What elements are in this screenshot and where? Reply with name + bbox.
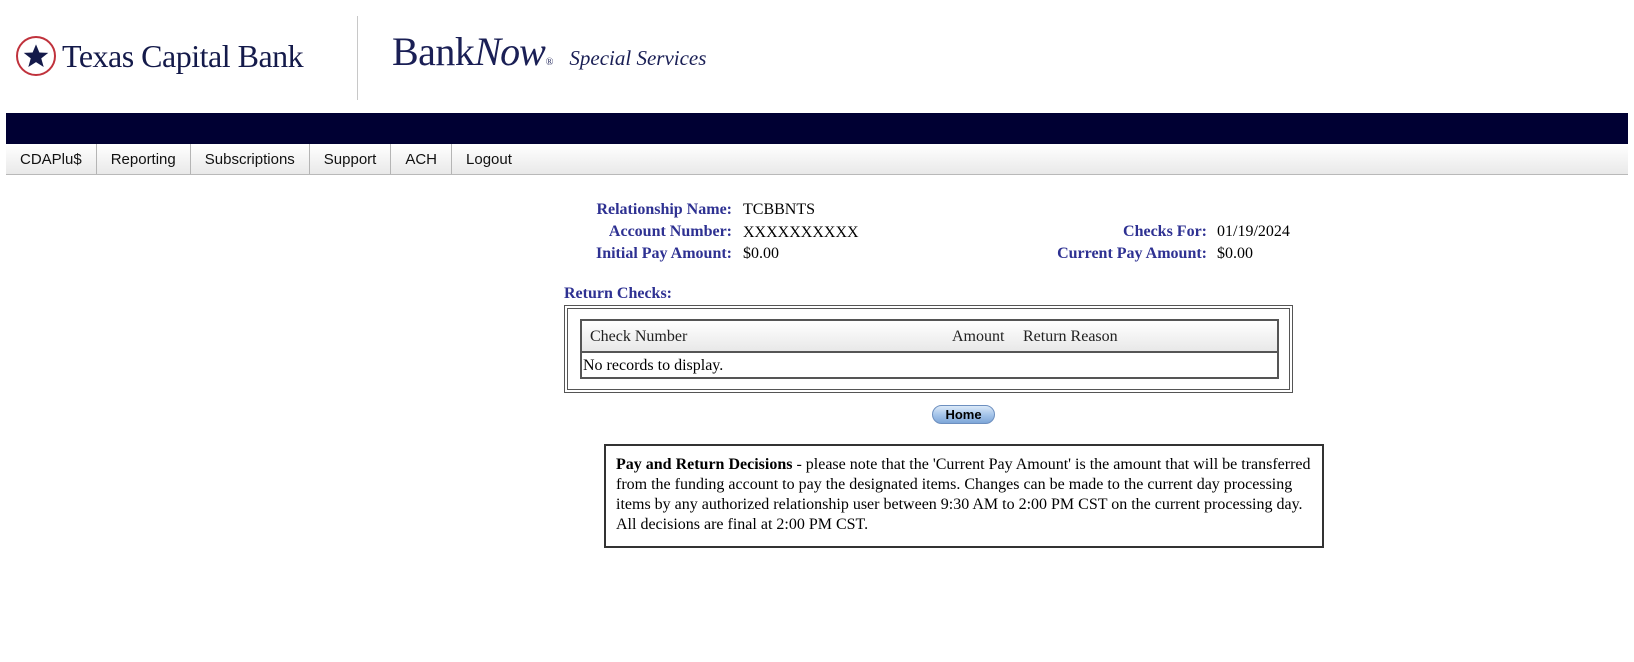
current-pay-amount-label: Current Pay Amount: xyxy=(1057,245,1207,262)
header-divider xyxy=(357,16,358,100)
grid-header xyxy=(582,321,1277,353)
column-header-return-reason[interactable]: Return Reason xyxy=(1023,328,1118,345)
return-checks-panel xyxy=(564,305,1293,393)
star-icon xyxy=(16,36,56,76)
nav-item-cdaplus[interactable]: CDAPlu$ xyxy=(6,144,97,174)
product-tagline: Special Services xyxy=(569,46,707,70)
initial-pay-amount-label: Initial Pay Amount: xyxy=(595,245,732,262)
home-button[interactable]: Home xyxy=(932,405,995,424)
nav-item-ach[interactable]: ACH xyxy=(391,144,452,174)
banknow-bank: Bank xyxy=(392,29,475,74)
return-checks-grid xyxy=(580,319,1279,379)
banknow-logo xyxy=(392,28,706,75)
navy-banner-bar xyxy=(6,113,1628,144)
nav-item-logout[interactable]: Logout xyxy=(466,150,512,168)
registered-mark: ® xyxy=(545,57,554,68)
nav-item-support[interactable]: Support xyxy=(310,144,392,174)
checks-for-value: 01/19/2024 xyxy=(1217,223,1290,240)
relationship-name-label: Relationship Name: xyxy=(596,201,732,218)
relationship-name-value: TCBBNTS xyxy=(743,201,816,218)
initial-pay-amount-value: $0.00 xyxy=(743,245,779,262)
bank-name: Texas Capital Bank xyxy=(62,37,304,74)
grid-empty-message: No records to display. xyxy=(583,357,724,374)
pay-return-notice xyxy=(604,444,1324,548)
banknow-now: Now xyxy=(474,29,545,74)
account-number-value: XXXXXXXXXX xyxy=(743,224,859,241)
nav-item-reporting[interactable]: Reporting xyxy=(97,144,191,174)
column-header-amount[interactable]: Amount xyxy=(952,328,1005,345)
account-number-label: Account Number: xyxy=(608,223,732,240)
checks-for-label: Checks For: xyxy=(1123,223,1207,240)
page-header xyxy=(0,0,1634,112)
texas-capital-bank-logo xyxy=(16,36,303,76)
nav-item-subscriptions[interactable]: Subscriptions xyxy=(191,144,310,174)
main-nav xyxy=(6,144,1628,175)
return-checks-title: Return Checks: xyxy=(564,285,672,302)
column-header-check-number[interactable]: Check Number xyxy=(590,328,688,345)
notice-body: - please note that the 'Current Pay Amount' is the amount that will be transferred from the funding account to pay the designated items. Changes can be made to the current day processing items by any authorized relationship user between 9:30 AM to 2:00 PM CST on the current processing day. All decisions are final at 2:00 PM CST. xyxy=(616,456,1311,533)
current-pay-amount-value: $0.00 xyxy=(1217,245,1253,262)
notice-title: Pay and Return Decisions xyxy=(616,456,793,473)
